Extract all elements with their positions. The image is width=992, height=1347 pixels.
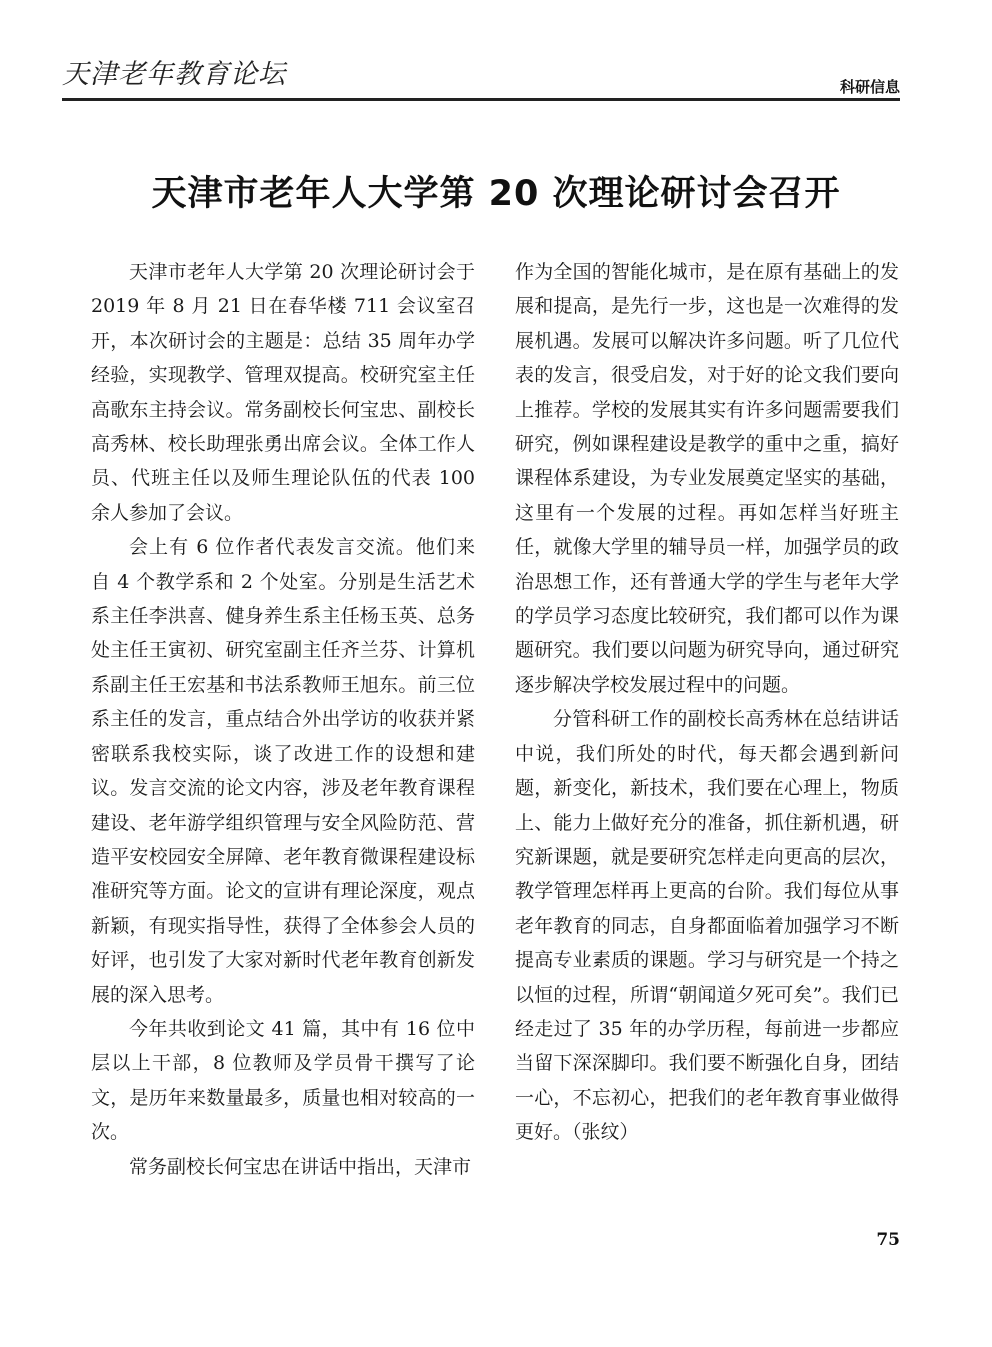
paragraph-5: 分管科研工作的副校长高秀林在总结讲话中说，我们所处的时代，每天都会遇到新问题，新变化，新技术，我们要在心理上，物质上、能力上做好充分的准备，抓住新机遇，研究新课题，就是要研究怎样走向更高的层次，教学管理怎样再上更高的台阶。我们每位从事老年教育的同志，自身都面临着加强学习不断提高专业素质的课题。学习与研究是一个持之以恒的过程，所谓“朝闻道夕死可矣”。我们已经走过了 35 年的办学历程，每前进一步都应当留下深深脚印。我们要不断强化自身，团结一心，不忘初心，把我们的老年教育事业做得更好。（张纹） bbox=[515, 708, 899, 1144]
section-label: 科研信息 bbox=[839, 78, 900, 96]
paragraph-3: 今年共收到论文 41 篇，其中有 16 位中层以上干部，8 位教师及学员骨干撰写了论文，是历年来数量最多，质量也相对较高的一次。 bbox=[91, 1017, 475, 1144]
journal-masthead: 天津老年教育论坛 bbox=[62, 59, 286, 90]
page-number: 75 bbox=[876, 1230, 900, 1250]
article-title: 天津市老年人大学第 20 次理论研讨会召开 bbox=[151, 174, 841, 214]
left-column bbox=[91, 255, 475, 1184]
paragraph-4: 常务副校长何宝忠在讲话中指出，天津市 bbox=[129, 1155, 472, 1178]
header-rule bbox=[62, 98, 900, 101]
paragraph-4-continued: 作为全国的智能化城市，是在原有基础上的发展和提高，是先行一步，这也是一次难得的发展机遇。发展可以解决许多问题。听了几位代表的发言，很受启发，对于好的论文我们要向上推荐。学校的发展其实有许多问题需要我们研究，例如课程建设是教学的重中之重，搞好课程体系建设，为专业发展奠定坚实的基础，这里有一个发展的过程。再如怎样当好班主任，就像大学里的辅导员一样，加强学员的政治思想工作，还有普通大学的学生与老年大学的学员学习态度比较研究，我们都可以作为课题研究。我们要以问题为研究导向，通过研究逐步解决学校发展过程中的问题。 bbox=[515, 261, 899, 696]
paragraph-1: 天津市老年人大学第 20 次理论研讨会于 2019 年 8 月 21 日在春华楼 711 会议室召开，本次研讨会的主题是：总结 35 周年办学经验，实现教学、管理双提高。校研究室主任高歌东主持会议。常务副校长何宝忠、副校长高秀林、校长助理张勇出席会议。全体工作人员、代班主任以及师生理论队伍的代表 100 余人参加了会议。 bbox=[91, 261, 475, 524]
paragraph-2: 会上有 6 位作者代表发言交流。他们来自 4 个教学系和 2 个处室。分别是生活艺术系主任李洪喜、健身养生系主任杨玉英、总务处主任王寅初、研究室副主任齐兰芬、计算机系副主任王宏基和书法系教师王旭东。前三位系主任的发言，重点结合外出学访的收获并紧密联系我校实际，谈了改进工作的设想和建议。发言交流的论文内容，涉及老年教育课程建设、老年游学组织管理与安全风险防范、营造平安校园安全屏障、老年教育微课程建设标准研究等方面。论文的宣讲有理论深度，观点新颖，有现实指导性，获得了全体参会人员的好评，也引发了大家对新时代老年教育创新发展的深入思考。 bbox=[91, 536, 475, 1006]
right-column bbox=[515, 255, 899, 1150]
